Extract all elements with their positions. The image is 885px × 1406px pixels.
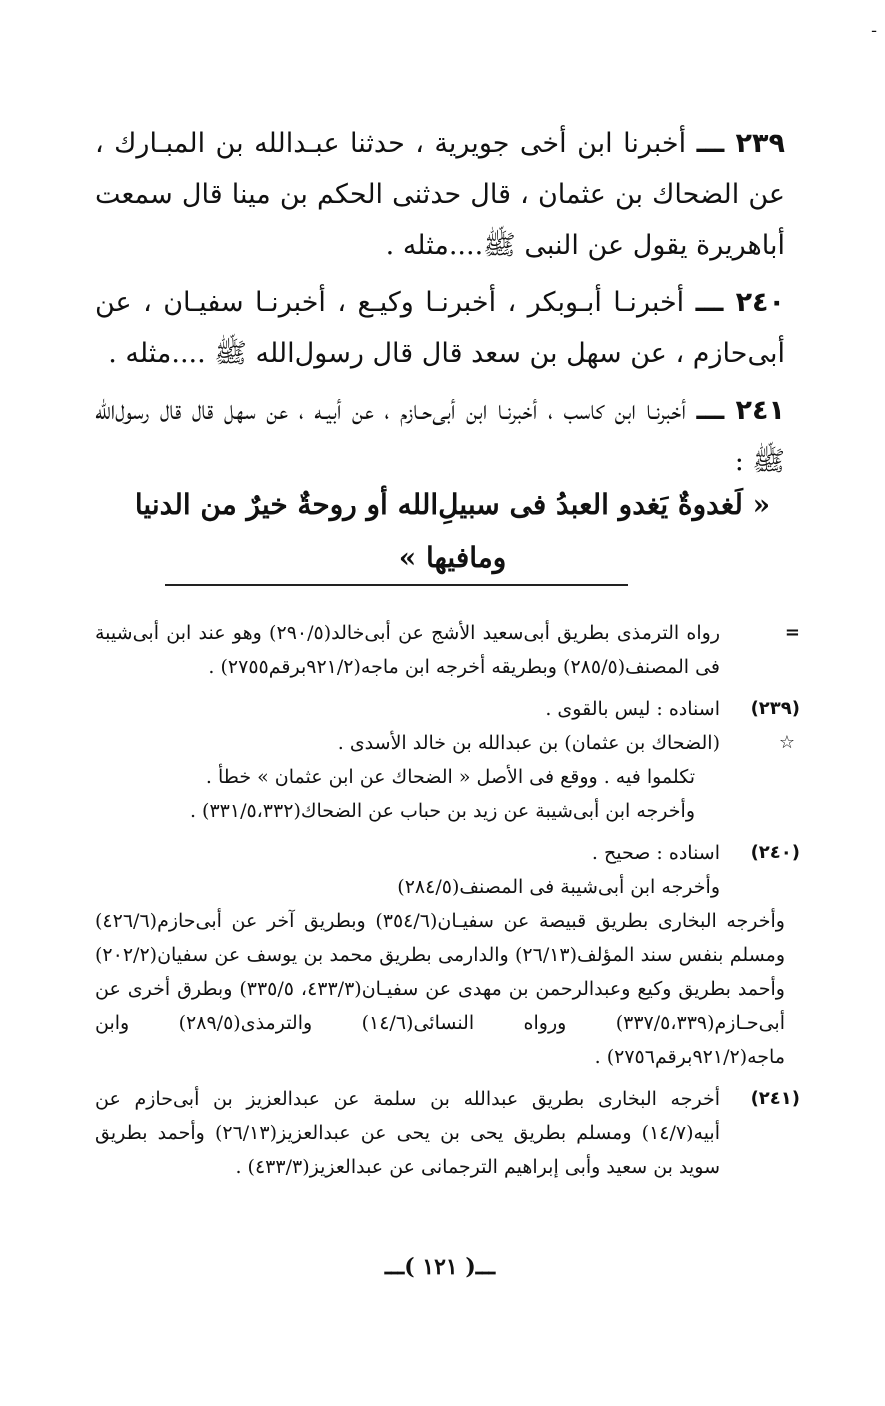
footnote-line: (الضحاك بن عثمان) بن عبدالله بن خالد الأسدى . [337, 732, 720, 754]
hadith-number: ٢٤٠ ـــ [695, 287, 786, 318]
hadith-number: ٢٣٩ ـــ [696, 128, 785, 159]
hadith-text: أخبرنـا أبـوبكر ، أخبرنـا وكيـع ، أخبرنـا سفيـان ، عن أبى‌حازم ، عن سهل بن سعد قال قال رسول‌الله ﷺ ....مثله . [95, 287, 785, 369]
hadith-number: ٢٤١ ـــ [696, 395, 785, 426]
footnote-number: (٢٤١) [750, 1088, 800, 1109]
hadith-text: أخبرنا ابن أخى جويرية ، حدثنا عبـدالله بن المبـارك ، عن الضحاك بن عثمان ، قال حدثنى الحكم بن مينا قال سمعت أباهريرة يقول عن النبى ﷺ....مثله . [95, 128, 785, 261]
hadith-241 [95, 385, 785, 487]
hadith-section [95, 118, 785, 493]
star-icon: ☆ [778, 732, 795, 753]
footnotes [95, 616, 800, 1192]
corner-mark: ـ [872, 20, 877, 36]
footnote-divider [165, 584, 628, 586]
continuation-mark: = [784, 622, 800, 643]
star-note [95, 726, 795, 760]
footnote-line: اسناده : صحيح . [591, 842, 720, 864]
hadith-text: أخبرنـا ابن كاسب ، أخبرنـا ابن أبى‌حـازم ، عن أبيـه ، عن سهل قال قال رسول‌الله ﷺ : [95, 395, 785, 477]
footnote-241 [95, 1082, 800, 1184]
footnote-line: وأخرجه البخارى بطريق قبيصة عن سفيـان(٣٥٤/٦) وبطريق آخر عن أبى‌حازم(٤٢٦/٦) ومسلم بنفس سند المؤلف(٢٦/١٣) والدارمى بطريق محمد بن يوسف عن سفيان(٢٠٢/٢) وأحمد بطريق وكيع وعبدالرحمن بن مهدى عن سفيـان(٤٣٣/٣، ٣٣٥/٥) وبطرق أخرى عن أبى‌حـازم(٣٣٧/٥،٣٣٩) ورواه النسائى(١٤/٦) والترمذى(٢٨٩/٥) وابن ماجه(٩٢١/٢برقم٢٧٥٦) . [95, 910, 785, 1068]
footnote-line: تكلموا فيه . ووقع فى الأصل « الضحاك عن ابن عثمان » خطأ . [205, 766, 695, 788]
hadith-240 [95, 277, 785, 379]
hadith-239 [95, 118, 785, 271]
prophetic-quote: « لَغدوةٌ يَغدو العبدُ فى سبيلِ‌الله أو روحةٌ خيرٌ من الدنيا ومافيها » [134, 488, 771, 574]
footnote-line: وأخرجه ابن أبى‌شيبة عن زيد بن حباب عن الضحاك(٣٣١/٥،٣٣٢) . [189, 800, 695, 822]
footnote-239 [95, 692, 800, 828]
footnote-line: وأخرجه ابن أبى‌شيبة فى المصنف(٢٨٤/٥) [397, 876, 720, 898]
footnote-number: (٢٣٩) [750, 698, 800, 719]
footnote-240 [95, 836, 800, 1074]
footnote-text: رواه الترمذى بطريق أبى‌سعيد الأشج عن أبى‌خالد(٢٩٠/٥) وهو عند ابن أبى‌شيبة فى المصنف(٢٨٥/٥) وبطريقه أخرجه ابن ماجه(٩٢١/٢برقم٢٧٥٥) . [95, 622, 721, 678]
footnote-text: أخرجه البخارى بطريق عبدالله بن سلمة عن عبدالعزيز بن أبى‌حازم عن أبيه(١٤/٧) ومسلم بطريق يحى بن يحى عن عبدالعزيز(٢٦/١٣) وأحمد بطريق سويد بن سعيد وأبى إبراهيم الترجمانى عن عبدالعزيز(٤٣٣/٣) . [95, 1088, 720, 1178]
footnote-number: (٢٤٠) [750, 842, 800, 863]
footnote-line: اسناده : ليس بالقوى . [545, 698, 720, 720]
page-number: ـــ( ١٢١ )ـــ [384, 1254, 496, 1280]
footnote-continuation [95, 616, 800, 684]
